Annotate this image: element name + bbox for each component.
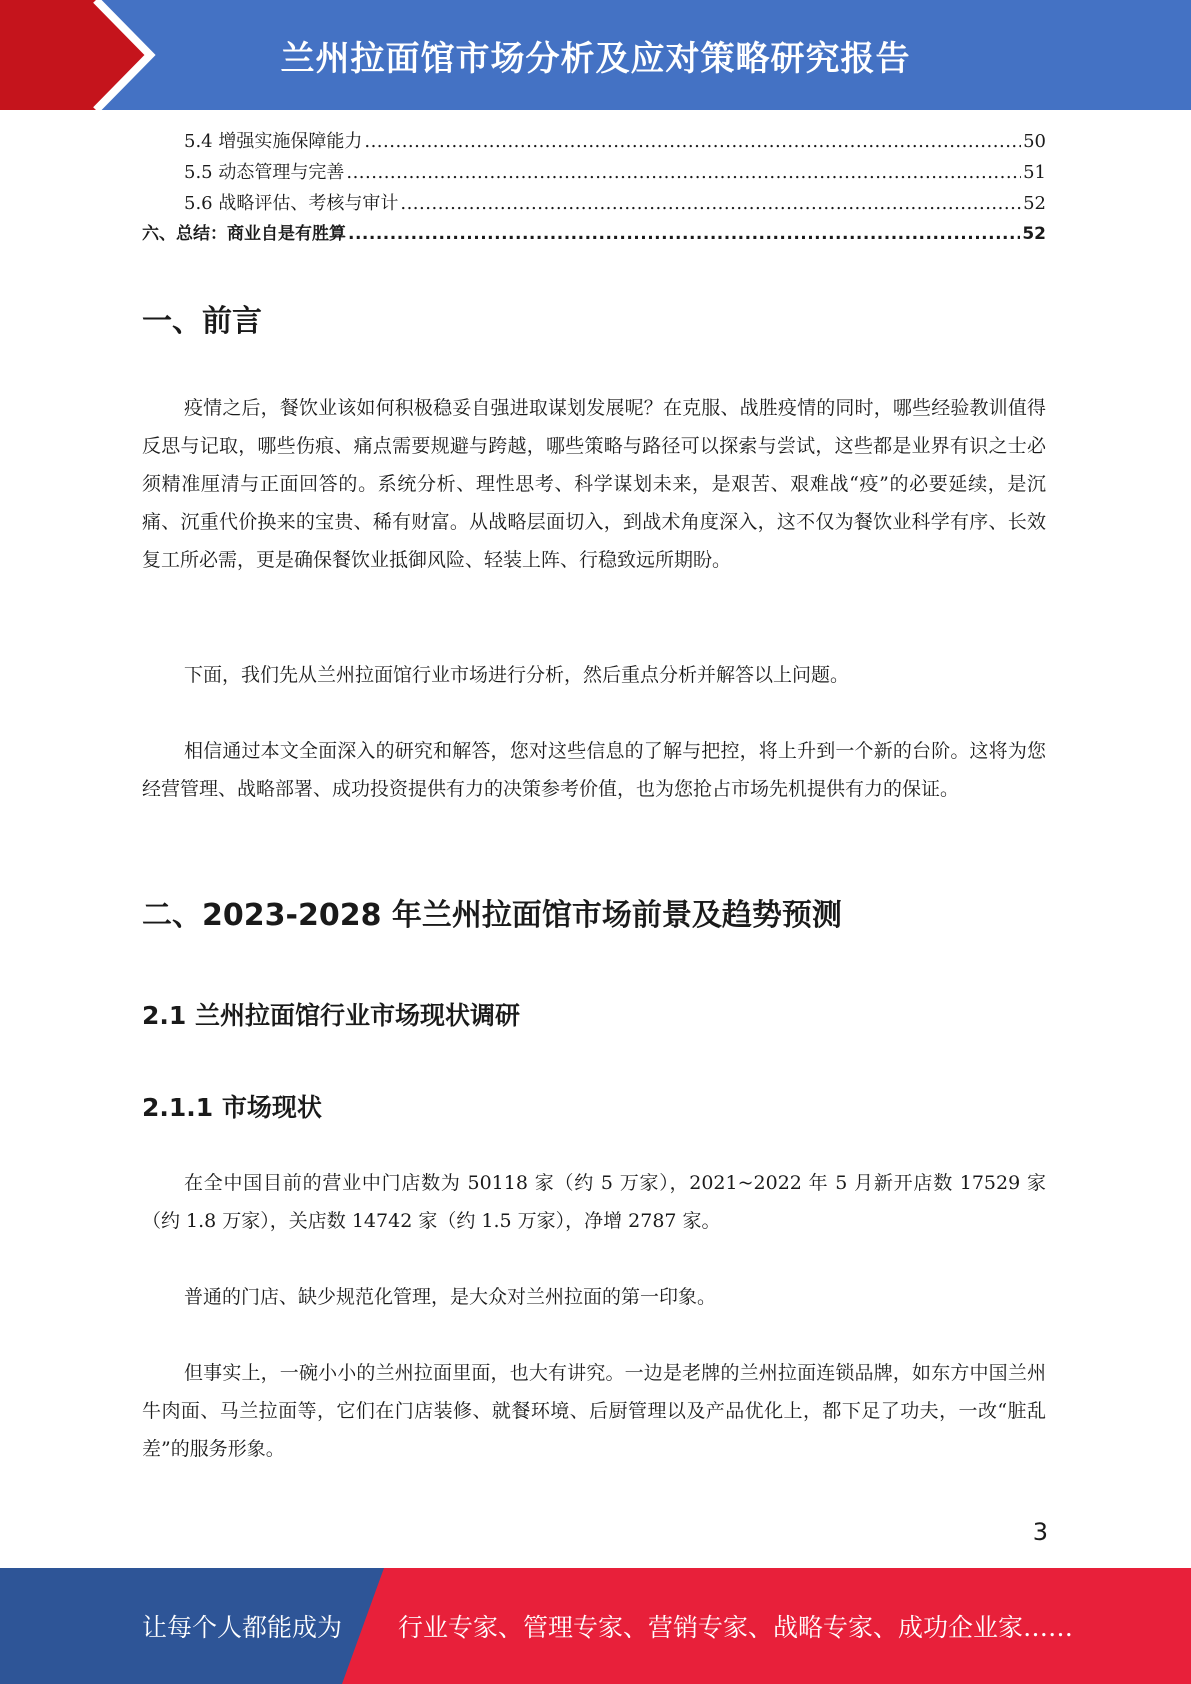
page-content [142, 126, 1046, 250]
preface-paragraph-3: 相信通过本文全面深入的研究和解答，您对这些信息的了解与把控，将上升到一个新的台阶。这将为您经营管理、战略部署、成功投资提供有力的决策参考价值，也为您抢占市场先机提供有力的保证。 [142, 740, 1046, 800]
toc-entry[interactable] [142, 157, 1046, 188]
footer-banner [0, 1568, 1191, 1684]
toc-entry-label: 5.6 战略评估、考核与审计 [184, 193, 399, 214]
toc-leader-dots [364, 126, 1021, 157]
market-paragraph-3: 但事实上，一碗小小的兰州拉面里面，也大有讲究。一边是老牌的兰州拉面连锁品牌，如东方中国兰州牛肉面、马兰拉面等，它们在门店装修、就餐环境、后厨管理以及产品优化上，都下足了功夫，一改“脏乱差”的服务形象。 [142, 1362, 1046, 1460]
toc-entry-page: 52 [1023, 193, 1046, 214]
preface-heading: 一、前言 [142, 304, 262, 339]
toc-entry-label: 5.5 动态管理与完善 [184, 162, 345, 183]
toc-entry[interactable] [142, 219, 1046, 250]
section-2-1-1-heading: 2.1.1 市场现状 [142, 1093, 322, 1122]
toc-entry[interactable] [142, 188, 1046, 219]
table-of-contents [142, 126, 1046, 250]
toc-entry-label: 六、总结：商业自是有胜算 [142, 224, 346, 244]
page-number: 3 [1032, 1518, 1048, 1546]
header-banner [0, 0, 1191, 110]
preface-paragraph-2: 下面，我们先从兰州拉面馆行业市场进行分析，然后重点分析并解答以上问题。 [184, 664, 850, 686]
document-title: 兰州拉面馆市场分析及应对策略研究报告 [280, 38, 911, 79]
toc-entry-page: 50 [1023, 131, 1046, 152]
toc-leader-dots [400, 188, 1021, 219]
toc-entry-page: 51 [1023, 162, 1046, 183]
toc-entry[interactable] [142, 126, 1046, 157]
preface-paragraph-1: 疫情之后，餐饮业该如何积极稳妥自强进取谋划发展呢？在克服、战胜疫情的同时，哪些经验教训值得反思与记取，哪些伤痕、痛点需要规避与跨越，哪些策略与路径可以探索与尝试，这些都是业界有识之士必须精准厘清与正面回答的。系统分析、理性思考、科学谋划未来，是艰苦、艰难战“疫”的必要延续，是沉痛、沉重代价换来的宝贵、稀有财富。从战略层面切入，到战术角度深入，这不仅为餐饮业科学有序、长效复工所必需，更是确保餐饮业抵御风险、轻装上阵、行稳致远所期盼。 [142, 397, 1046, 571]
toc-entry-label: 5.4 增强实施保障能力 [184, 131, 363, 152]
toc-leader-dots [348, 219, 1020, 250]
toc-leader-dots [346, 157, 1021, 188]
chapter-2-heading: 二、2023-2028 年兰州拉面馆市场前景及趋势预测 [142, 898, 842, 933]
market-paragraph-2: 普通的门店、缺少规范化管理，是大众对兰州拉面的第一印象。 [184, 1286, 717, 1308]
footer-slogan-right: 行业专家、管理专家、营销专家、战略专家、成功企业家…… [398, 1613, 1074, 1642]
market-paragraph-1: 在全中国目前的营业中门店数为 50118 家（约 5 万家），2021~2022 年 5 月新开店数 17529 家（约 1.8 万家），关店数 14742 家（约 1.5 万家），净增 2787 家。 [142, 1172, 1046, 1232]
section-2-1-heading: 2.1 兰州拉面馆行业市场现状调研 [142, 1001, 520, 1030]
footer-slogan-left: 让每个人都能成为 [142, 1613, 343, 1642]
toc-entry-page: 52 [1022, 224, 1046, 244]
